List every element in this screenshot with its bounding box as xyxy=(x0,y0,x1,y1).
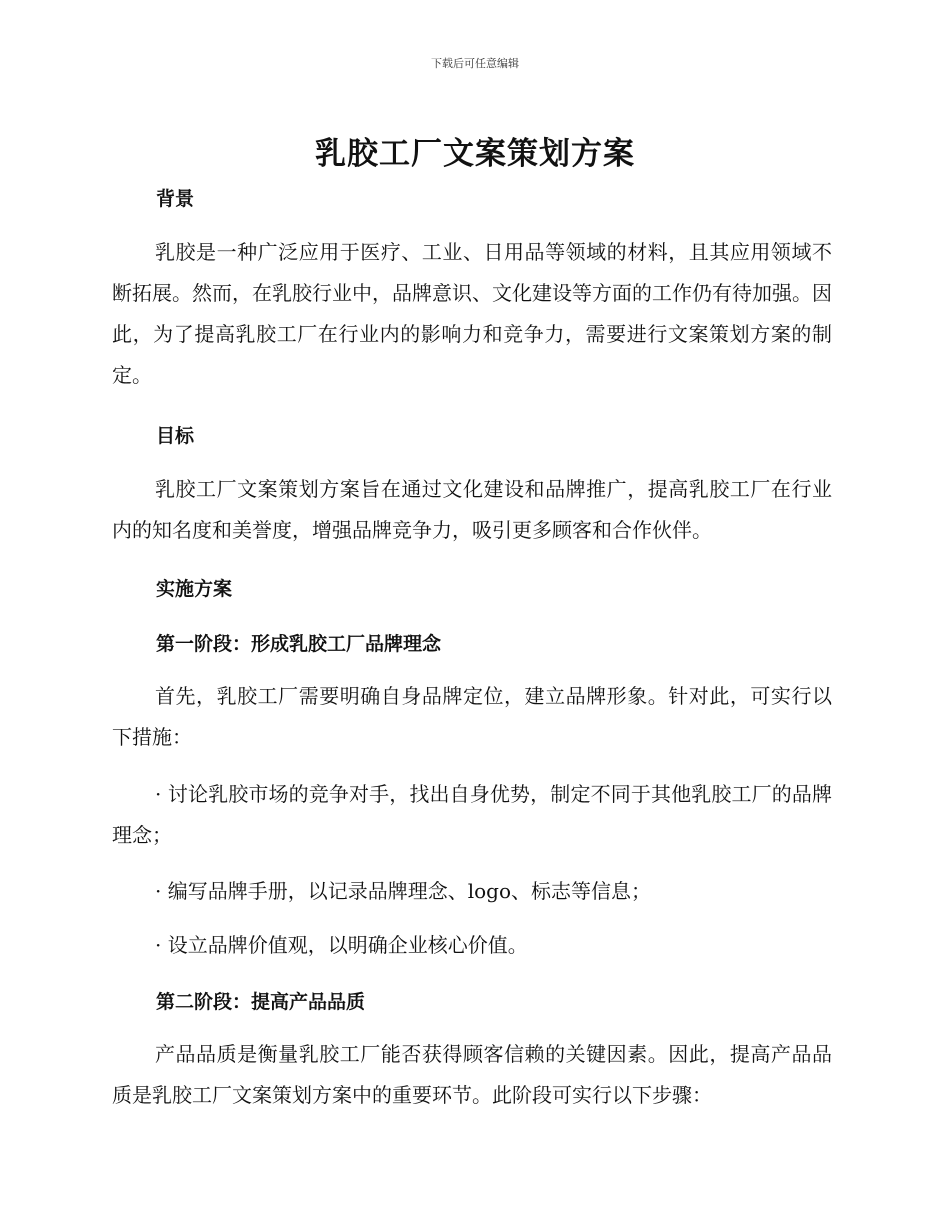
heading-background: 背景 xyxy=(156,188,195,210)
heading-plan: 实施方案 xyxy=(156,578,233,600)
heading-goal: 目标 xyxy=(156,425,195,447)
list-item: · 编写品牌手册，以记录品牌理念、logo、标志等信息； xyxy=(155,879,651,903)
heading-phase2: 第二阶段：提高产品品质 xyxy=(156,991,366,1013)
page-title: 乳胶工厂文案策划方案 xyxy=(315,136,635,172)
header-note: 下载后可任意编辑 xyxy=(431,57,519,70)
paragraph-phase2-intro: 产品品质是衡量乳胶工厂能否获得顾客信赖的关键因素。因此，提高产品品质是乳胶工厂文案策划方案中的重要环节。此阶段可实行以下步骤： xyxy=(112,1042,832,1107)
paragraph-phase1-intro: 首先，乳胶工厂需要明确自身品牌定位，建立品牌形象。针对此，可实行以下措施： xyxy=(112,684,832,749)
paragraph-goal: 乳胶工厂文案策划方案旨在通过文化建设和品牌推广，提高乳胶工厂在行业内的知名度和美誉度，增强品牌竞争力，吸引更多顾客和合作伙伴。 xyxy=(112,477,832,542)
paragraph-background: 乳胶是一种广泛应用于医疗、工业、日用品等领域的材料，且其应用领域不断拓展。然而，在乳胶行业中，品牌意识、文化建设等方面的工作仍有待加强。因此，为了提高乳胶工厂在行业内的影响力和竞争力，需要进行文案策划方案的制定。 xyxy=(112,240,832,387)
list-item: · 讨论乳胶市场的竞争对手，找出自身优势，制定不同于其他乳胶工厂的品牌理念； xyxy=(112,782,832,847)
heading-phase1: 第一阶段：形成乳胶工厂品牌理念 xyxy=(156,633,442,655)
list-item: · 设立品牌价值观，以明确企业核心价值。 xyxy=(155,933,528,957)
